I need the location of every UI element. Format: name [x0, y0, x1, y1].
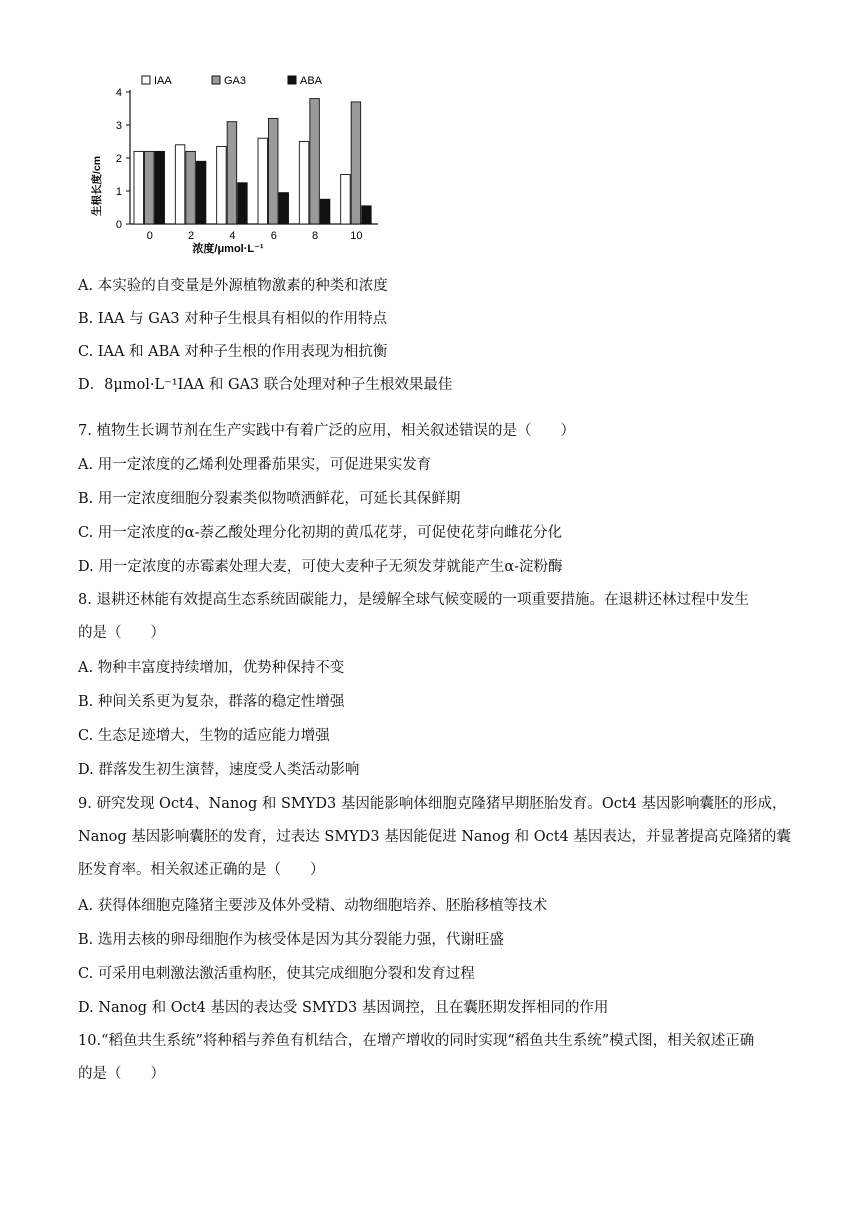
q7-option-a: A. 用一定浓度的乙烯利处理番茄果实，可促进果实发育	[78, 457, 432, 473]
root-length-bar-chart	[80, 68, 390, 260]
q6-option-b: B. IAA 与 GA3 对种子生根具有相似的作用特点	[78, 311, 388, 327]
q6-option-a: A. 本实验的自变量是外源植物激素的种类和浓度	[78, 278, 388, 294]
bar-aba-0	[155, 151, 165, 224]
y-tick-label: 0	[115, 219, 122, 231]
legend	[142, 75, 323, 87]
bar-iaa-6	[258, 138, 268, 224]
x-tick-label: 8	[312, 230, 319, 242]
bar-aba-6	[279, 193, 289, 224]
bar-iaa-10	[341, 175, 351, 225]
q9-option-a: A. 获得体细胞克隆猪主要涉及体外受精、动物细胞培养、胚胎移植等技术	[78, 898, 548, 914]
q7-option-b: B. 用一定浓度细胞分裂素类似物喷洒鲜花，可延长其保鲜期	[78, 491, 461, 507]
question-7-stem: 7. 植物生长调节剂在生产实践中有着广泛的应用，相关叙述错误的是（ ）	[78, 423, 575, 439]
legend-swatch-aba	[288, 76, 296, 84]
x-tick-label: 6	[270, 230, 277, 242]
y-tick-label: 2	[115, 153, 122, 165]
legend-label-iaa: IAA	[154, 75, 172, 87]
x-tick-label: 10	[350, 230, 363, 242]
q9-option-c: C. 可采用电刺激法激活重构胚，使其完成细胞分裂和发育过程	[78, 966, 475, 982]
y-tick-label: 1	[115, 186, 122, 198]
legend-label-ga3: GA3	[224, 75, 247, 87]
plot-area	[116, 87, 378, 242]
question-8-stem-line: 的是（ ）	[78, 625, 165, 641]
q9-option-b: B. 选用去核的卵母细胞作为核受体是因为其分裂能力强，代谢旺盛	[78, 932, 504, 948]
question-8-stem-line: 8. 退耕还林能有效提高生态系统固碳能力，是缓解全球气候变暖的一项重要措施。在退耕还林过程中发生	[78, 592, 749, 608]
y-tick-label: 4	[115, 87, 122, 99]
bar-aba-4	[238, 183, 248, 224]
q6-option-d: D．8μmol·L⁻¹IAA 和 GA3 联合处理对种子生根效果最佳	[78, 377, 453, 393]
q8-option-c: C. 生态足迹增大，生物的适应能力增强	[78, 728, 330, 744]
x-axis-label: 浓度/μmol·L⁻¹	[192, 243, 264, 255]
x-tick-label: 4	[229, 230, 236, 242]
question-10-stem-line: 的是（ ）	[78, 1066, 165, 1082]
bar-ga3-10	[351, 102, 361, 224]
bar-iaa-8	[299, 142, 309, 225]
q7-option-d: D. 用一定浓度的赤霉素处理大麦，可使大麦种子无须发芽就能产生α-淀粉酶	[78, 559, 563, 575]
bar-aba-8	[320, 199, 330, 224]
x-tick-label: 0	[146, 230, 153, 242]
q8-option-b: B. 种间关系更为复杂，群落的稳定性增强	[78, 694, 345, 710]
legend-swatch-iaa	[142, 76, 150, 84]
bar-ga3-2	[186, 151, 196, 224]
legend-label-aba: ABA	[300, 75, 323, 87]
q8-option-a: A. 物种丰富度持续增加，优势种保持不变	[78, 660, 345, 676]
q7-option-c: C. 用一定浓度的α-萘乙酸处理分化初期的黄瓜花芽，可促使花芽向雌花分化	[78, 525, 562, 541]
legend-swatch-ga3	[212, 76, 220, 84]
bar-iaa-0	[134, 151, 144, 224]
bar-iaa-2	[175, 145, 185, 224]
bar-iaa-4	[217, 146, 227, 224]
question-9-stem-line: 胚发育率。相关叙述正确的是（ ）	[78, 862, 325, 878]
bar-ga3-4	[227, 122, 237, 224]
q8-option-d: D. 群落发生初生演替，速度受人类活动影响	[78, 762, 360, 778]
bar-ga3-0	[145, 151, 155, 224]
y-axis-label: 生根长度/cm	[91, 155, 103, 217]
bar-aba-10	[362, 206, 372, 224]
question-9-stem-line: 9. 研究发现 Oct4、Nanog 和 SMYD3 基因能影响体细胞克隆猪早期胚胎发育。Oct4 基因影响囊胚的形成，	[78, 796, 787, 812]
question-10-stem-line: 10.“稻鱼共生系统”将种稻与养鱼有机结合，在增产增收的同时实现“稻鱼共生系统”模式图，相关叙述正确	[78, 1033, 755, 1049]
x-tick-label: 2	[188, 230, 195, 242]
q6-option-c: C. IAA 和 ABA 对种子生根的作用表现为相抗衡	[78, 344, 388, 360]
bar-ga3-6	[269, 118, 279, 224]
question-9-stem-line: Nanog 基因影响囊胚的发育，过表达 SMYD3 基因能促进 Nanog 和 Oct4 基因表达，并显著提高克隆猪的囊	[78, 829, 791, 845]
bar-aba-2	[196, 161, 206, 224]
bar-ga3-8	[310, 99, 320, 224]
y-tick-label: 3	[115, 120, 122, 132]
q9-option-d: D. Nanog 和 Oct4 基因的表达受 SMYD3 基因调控，且在囊胚期发挥相同的作用	[78, 1000, 609, 1016]
